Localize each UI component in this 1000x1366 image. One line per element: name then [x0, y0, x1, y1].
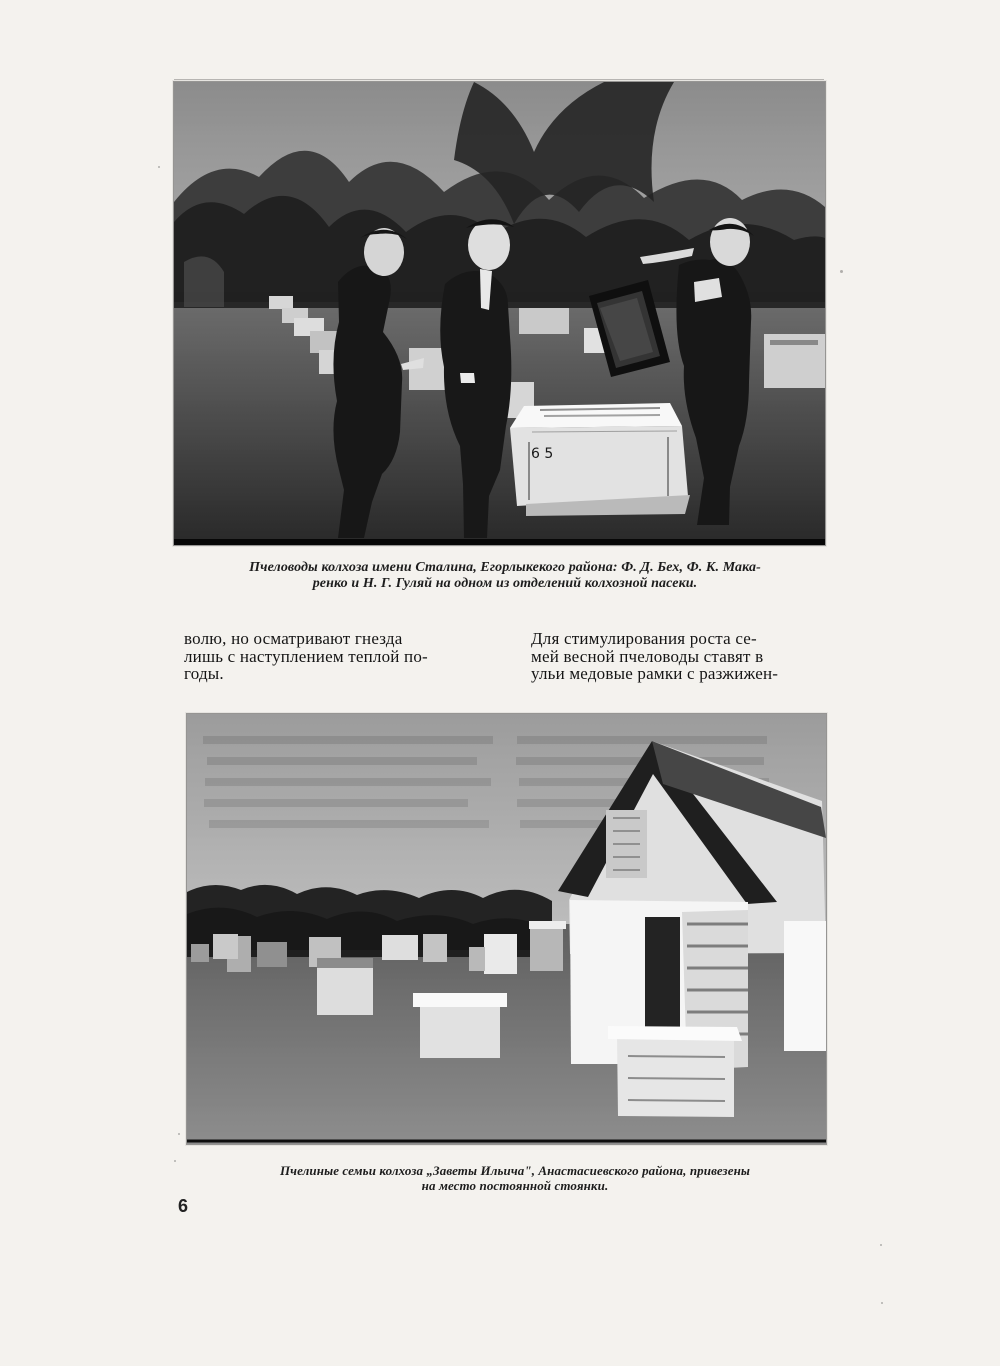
scan-speck-1	[158, 166, 160, 168]
scan-speck-4	[174, 1160, 176, 1162]
hive-label: 6 5	[531, 446, 554, 462]
right-column-line-2: мей весной пчеловоды ставят в	[531, 646, 764, 666]
bottom-caption-line-2: на место постоянной стоянки.	[421, 1177, 609, 1193]
scan-speck-5	[880, 1244, 882, 1246]
left-column-line-3: годы.	[184, 664, 224, 683]
left-column-line-1: волю, но осматривают гнезда	[184, 629, 403, 648]
left-column-line-2: лишь с наступлением теплой по-	[184, 646, 428, 666]
apiary-photo	[187, 714, 826, 1144]
top-caption-line-1: Пчеловоды колхоза имени Сталина, Егорлыкекого района: Ф. Д. Бех, Ф. К. Мака-	[249, 560, 761, 575]
right-column-line-3: ульи медовые рамки с разжижен-	[531, 664, 779, 683]
bottom-photo-caption	[190, 1164, 840, 1194]
beekeepers-photo	[174, 82, 825, 545]
bottom-caption-line-1: Пчелиные семьи колхоза „Заветы Ильича", Анастасиевского района, привезены	[279, 1163, 751, 1178]
right-column-line-1: Для стимулирования роста се-	[531, 629, 757, 648]
right-text-column	[531, 630, 826, 683]
top-caption-line-2: ренко и Н. Г. Гуляй на одном из отделений колхозной пасеки.	[312, 575, 698, 591]
scan-speck-2	[840, 270, 843, 273]
scan-speck-6	[881, 1302, 883, 1304]
page-number: 6	[178, 1196, 189, 1216]
beekeepers-photo-illustration	[174, 82, 825, 545]
top-scan-line	[174, 79, 824, 80]
apiary-photo-illustration	[187, 714, 826, 1144]
left-text-column	[184, 630, 479, 683]
scan-speck-3	[178, 1133, 180, 1135]
top-photo-caption	[180, 560, 830, 592]
